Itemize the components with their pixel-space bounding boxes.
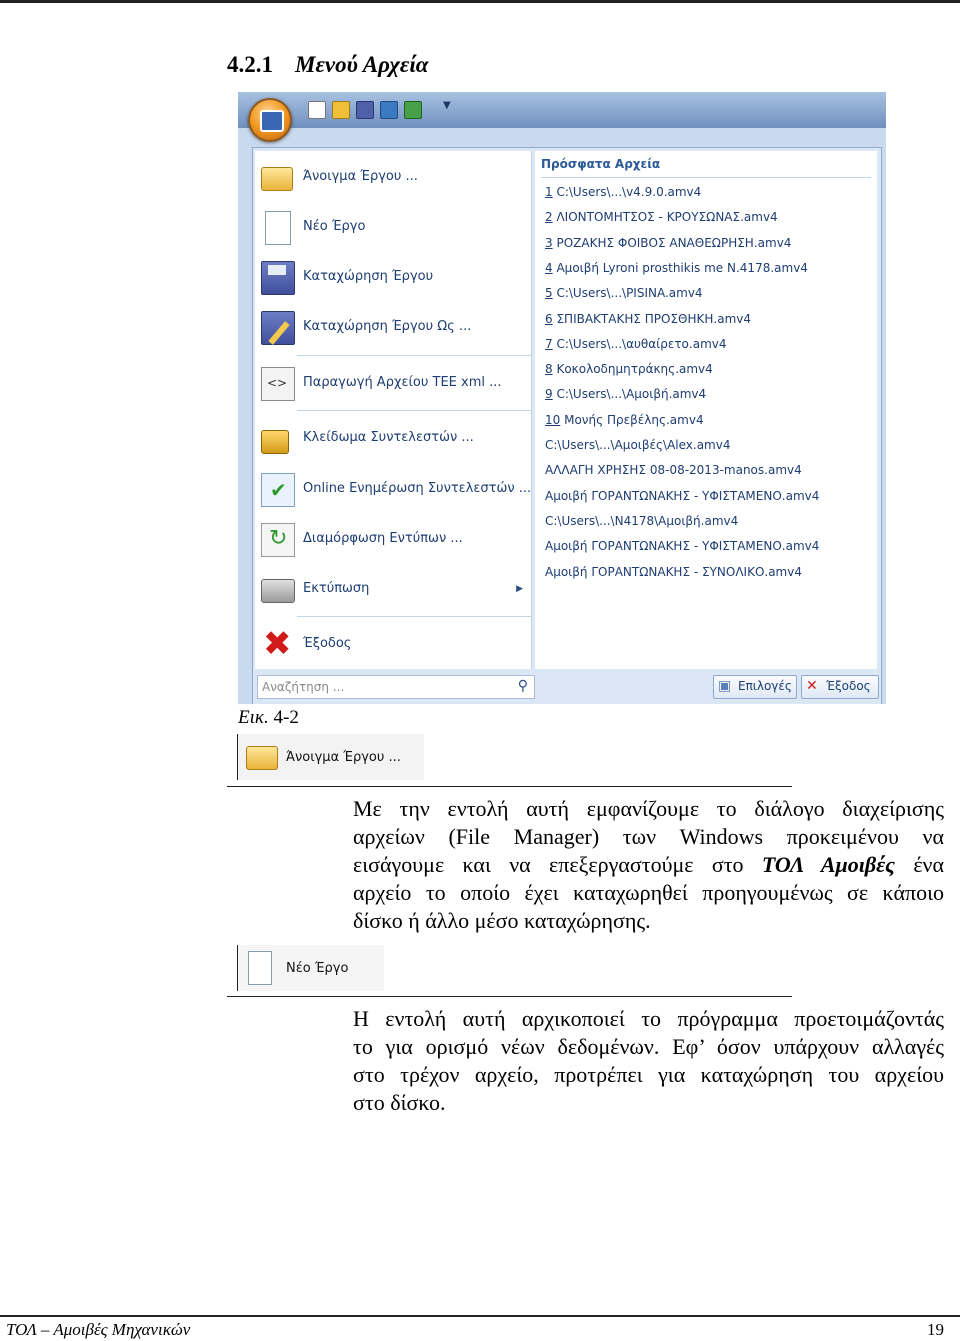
recent-file-name: Μονής Πρεβέλης.amv4 (564, 412, 704, 427)
recent-file-item[interactable] (545, 387, 706, 401)
recent-file-item[interactable] (545, 337, 727, 351)
customize-toolbar-chevron-icon[interactable]: ▼ (443, 100, 451, 111)
exit-icon (261, 628, 293, 660)
recent-file-item[interactable] (545, 185, 701, 199)
open-icon[interactable] (332, 101, 350, 119)
menu-item-save-project-as[interactable] (255, 303, 531, 353)
paragraph-line: Με την εντολή αυτή εμφανίζουμε το διάλογο διαχείρισης (353, 796, 944, 821)
paragraph-line: αρχείων (File Manager) των Windows προκειμένου να (353, 824, 944, 849)
recent-files-pane (535, 151, 877, 669)
save-as-icon (261, 311, 295, 345)
recent-file-number: 1 (545, 185, 553, 199)
recent-file-item[interactable] (545, 413, 704, 427)
recent-file-number: 6 (545, 311, 553, 326)
recent-file-name: C:\Users\...\Αμοιβές\Alex.amv4 (545, 438, 731, 452)
recent-file-name: Αμοιβή ΓΟΡΑΝΤΩΝΑΚΗΣ - ΥΦΙΣΤΑΜΕΝΟ.amv4 (545, 488, 820, 503)
caption-prefix: Εικ. (238, 707, 269, 728)
menu-item-new-project[interactable] (255, 203, 531, 253)
submenu-arrow-icon: ▶ (516, 584, 523, 594)
new-icon[interactable] (308, 101, 326, 119)
paragraph-line: Η εντολή αυτή αρχικοποιεί το πρόγραμμα προετοιμάζοντάς (353, 1006, 944, 1031)
folder-open-icon (261, 167, 293, 191)
printer-icon (261, 579, 295, 603)
section-title: Μενού Αρχεία (295, 52, 429, 77)
recent-file-number: 10 (545, 412, 561, 427)
recent-file-item[interactable] (545, 565, 802, 579)
recent-file-name: ΣΠΙΒΑΚΤΑΚΗΣ ΠΡΟΣΘΗΚΗ.amv4 (556, 311, 751, 326)
menu-separator (297, 410, 531, 411)
recent-file-item[interactable] (545, 236, 791, 250)
recent-file-name: Κοκολοδημητράκης.amv4 (556, 362, 713, 377)
recent-file-name: ΛΙΟΝΤΟΜΗΤΣΟΣ - ΚΡΟΥΣΩΝΑΣ.amv4 (556, 210, 778, 225)
menu-item-form-layout[interactable] (255, 515, 531, 565)
new-document-icon (248, 951, 272, 985)
folder-open-icon (246, 746, 278, 770)
recent-file-number: 3 (545, 235, 553, 250)
recent-file-name: Αμοιβή Lyroni prosthikis me N.4178.amv4 (556, 260, 808, 275)
save-icon (261, 261, 295, 295)
divider-rule (227, 786, 792, 787)
recent-file-number: 5 (545, 286, 553, 301)
search-placeholder: Αναζήτηση ... (262, 680, 345, 694)
app-logo-icon (260, 110, 284, 132)
paragraph-line: στο τρέχον αρχείο, προτρέπει για καταχώρηση του αρχείου (353, 1062, 944, 1087)
recent-file-name: C:\Users\...\N4178\Αμοιβή.amv4 (545, 513, 739, 528)
paragraph-text: εισάγουμε και να επεξεργαστούμε στο (353, 852, 744, 877)
menu-item-exit[interactable] (255, 620, 531, 670)
menu-item-print[interactable] (255, 565, 531, 615)
caption-number: 4-2 (273, 707, 299, 728)
paragraph-line: αρχείο το οποίο έχει καταχωρηθεί προηγουμένως σε κάποιο (353, 880, 944, 905)
figure-caption (238, 707, 299, 729)
menu-item-label: Καταχώρηση Έργου (303, 269, 434, 284)
menu-item-label: Online Ενημέρωση Συντελεστών ... (303, 481, 532, 496)
paragraph-text: ένα (913, 852, 945, 877)
options-icon: ▣ (718, 678, 732, 694)
menu-item-label: Κλείδωμα Συντελεστών ... (303, 430, 474, 445)
search-icon[interactable]: ⚲ (517, 678, 528, 694)
open-project-command-label: Άνοιγμα Έργου ... (286, 750, 401, 765)
menu-bottom-bar (255, 671, 879, 703)
recent-file-name: Αμοιβή ΓΟΡΑΝΤΩΝΑΚΗΣ - ΣΥΝΟΛΙΚΟ.amv4 (545, 564, 802, 579)
recent-file-number: 8 (545, 362, 553, 377)
recent-file-name: ΡΟΖΑΚΗΣ ΦΟΙΒΟΣ ΑΝΑΘΕΩΡΗΣΗ.amv4 (556, 235, 792, 250)
recent-file-name: Αμοιβή ΓΟΡΑΝΤΩΝΑΚΗΣ - ΥΦΙΣΤΑΜΕΝΟ.amv4 (545, 539, 820, 554)
open-project-command-image (237, 734, 424, 780)
recent-file-name: C:\Users\...\PISINA.amv4 (556, 286, 703, 301)
forms-icon (261, 523, 295, 557)
page-number: 19 (927, 1320, 944, 1339)
recent-file-number: 2 (545, 210, 553, 225)
recent-files-title: Πρόσφατα Αρχεία (541, 157, 871, 178)
recent-file-name: ΑΛΛΑΓΗ ΧΡΗΣΗΣ 08-08-2013-manos.amv4 (545, 463, 802, 478)
new-project-command-label: Νέο Έργο (286, 961, 349, 976)
section-number: 4.2.1 (227, 52, 273, 77)
export-icon[interactable] (380, 101, 398, 119)
options-button-label: Επιλογές (738, 679, 792, 693)
recent-file-number: 4 (545, 260, 553, 275)
divider-rule (227, 996, 792, 997)
recent-file-number: 9 (545, 387, 553, 402)
menu-item-label: Καταχώρηση Έργου Ως ... (303, 319, 472, 334)
paragraph-line (353, 851, 944, 879)
menu-item-label: Παραγωγή Αρχείου ΤΕΕ xml ... (303, 375, 502, 390)
footer-title: ΤΟΛ – Αμοιβές Μηχανικών (6, 1320, 191, 1339)
menu-item-online-update[interactable] (255, 465, 531, 515)
menu-item-export-tee-xml[interactable] (255, 359, 531, 409)
recent-file-number: 7 (545, 336, 553, 351)
exit-button-label: Έξοδος (826, 679, 871, 693)
recent-file-item[interactable] (545, 312, 751, 326)
product-name-emphasis: ΤΟΛ Αμοιβές (761, 852, 895, 877)
recent-file-item[interactable] (545, 489, 819, 503)
application-menu-screenshot (238, 92, 886, 704)
office-button[interactable] (248, 98, 292, 142)
paragraph-line: το για ορισμό νέων δεδομένων. Εφ’ όσον υπάρχουν αλλαγές (353, 1034, 944, 1059)
recent-file-name: C:\Users\...\αυθαίρετο.amv4 (556, 336, 727, 351)
menu-item-label: Διαμόρφωση Εντύπων ... (303, 531, 463, 546)
new-project-command-image (237, 945, 384, 991)
menu-item-open-project[interactable] (255, 153, 531, 203)
menu-commands-pane (255, 151, 532, 669)
recent-file-item[interactable] (545, 286, 703, 300)
new-project-description (353, 1005, 944, 1117)
footer-rule (0, 1315, 960, 1317)
menu-separator (297, 616, 531, 617)
recent-file-item[interactable] (545, 463, 802, 477)
recent-file-item[interactable] (545, 514, 738, 528)
menu-item-label: Έξοδος (303, 636, 352, 651)
top-rule (0, 0, 960, 3)
recent-file-item[interactable] (545, 261, 808, 275)
new-document-icon (265, 211, 291, 245)
menu-item-label: Άνοιγμα Έργου ... (303, 169, 418, 184)
exit-button[interactable] (801, 675, 879, 699)
save-icon[interactable] (356, 101, 374, 119)
search-input[interactable] (257, 675, 535, 699)
paragraph-line: στο δίσκο. (353, 1090, 446, 1115)
menu-item-save-project[interactable] (255, 253, 531, 303)
recent-file-name: C:\Users\...\v4.9.0.amv4 (556, 185, 702, 199)
application-menu (252, 147, 882, 704)
close-icon: ✕ (806, 678, 818, 694)
online-update-icon (261, 473, 295, 507)
menu-separator (297, 355, 531, 356)
open-project-description (353, 795, 944, 935)
recent-file-item[interactable] (545, 362, 713, 376)
recent-file-item[interactable] (545, 438, 730, 452)
menu-item-label: Νέο Έργο (303, 219, 366, 234)
update-icon[interactable] (404, 101, 422, 119)
quick-access-toolbar (238, 92, 886, 128)
section-heading (227, 52, 428, 78)
menu-item-label: Εκτύπωση (303, 581, 370, 596)
options-button[interactable] (713, 675, 797, 699)
xml-icon (261, 367, 295, 401)
recent-file-item[interactable] (545, 539, 819, 553)
paragraph-line: δίσκο ή άλλο μέσο καταχώρησης. (353, 908, 651, 933)
lock-icon (261, 430, 289, 454)
recent-file-item[interactable] (545, 210, 778, 224)
menu-item-lock-coefficients[interactable] (255, 414, 531, 464)
recent-file-name: C:\Users\...\Αμοιβή.amv4 (556, 387, 707, 402)
